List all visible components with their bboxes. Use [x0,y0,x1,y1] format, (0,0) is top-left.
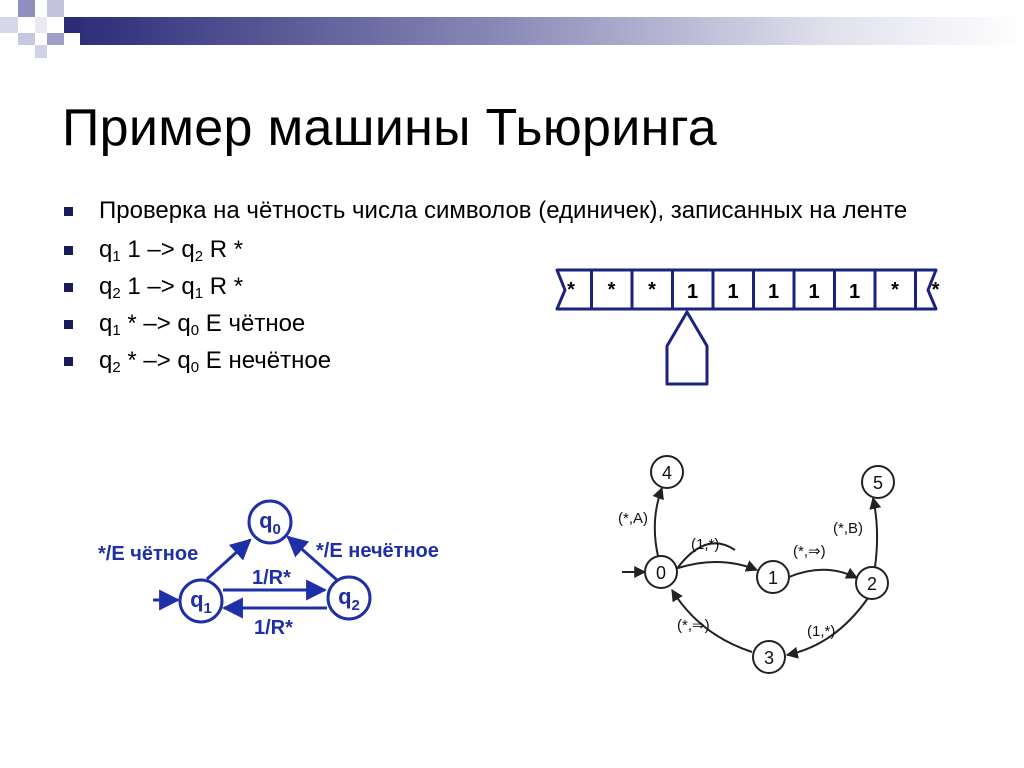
rule-4-sub-a: 2 [112,359,121,376]
graph-node-3-label: 3 [763,648,775,668]
graph-edge-1-2 [789,570,857,578]
rule-1-sub-b: 2 [194,248,204,265]
rule-4-mid: * –> [120,347,178,374]
tape-cell-0: * [567,279,575,301]
graph-edge-0-4 [655,488,662,556]
tape-cell-5: 1 [767,281,780,303]
label-q2-to-q1: 1/R* [254,617,293,639]
node-q0-label: $q_0$ [259,508,281,538]
rule-4-sub-b: 0 [190,359,200,376]
graph-label-2-5: (*,B) [833,520,863,537]
graph-label-1-2: (*,⇒) [793,543,826,560]
rule-3-state-a: q [99,310,113,337]
rule-1-sub-a: 1 [112,248,121,265]
rule-3-end: E чётное [199,310,306,337]
rule-2-state-b: q [181,273,195,300]
graph-edge-2-5 [873,498,877,567]
label-even: */E чётное [98,543,199,565]
graph-node-0-label: 0 [655,563,667,583]
rule-2-end: R * [203,273,244,300]
graph-label-2-3: (1,*) [807,623,836,640]
graph-node-1-label: 1 [767,568,779,588]
label-odd: */E нечётное [316,540,439,562]
tape-cell-1: * [607,279,616,301]
node-q1-label: $q_1$ [190,587,212,617]
graph-node-5-label: 5 [872,473,884,493]
rule-2-sub-a: 2 [112,285,121,302]
slide-title: Пример машины Тьюринга [62,99,717,157]
rule-4-state-a: q [99,347,113,374]
label-q1-to-q2: 1/R* [252,567,291,589]
graph-node-2-label: 2 [866,574,878,594]
rule-1-state-b: q [181,236,195,263]
rule-2-mid: 1 –> [120,273,182,300]
rule-3-state-b: q [177,310,191,337]
tape-cell-2: * [648,279,656,301]
graph-node-4-label: 4 [661,463,673,483]
tape-cell-6: 1 [808,281,820,303]
rule-3-sub-b: 0 [190,322,200,339]
rule-1-state-a: q [99,236,113,263]
graph-label-0-4: (*,A) [618,510,648,527]
rule-4-state-b: q [177,347,191,374]
tape-cell-9: * [931,279,940,301]
graph-label-0-1: (1,*) [691,536,720,553]
rule-4-end: E нечётное [199,347,332,374]
rule-3-mid: * –> [120,310,178,337]
tape-cell-3: 1 [686,281,699,303]
graph-edge-0-1 [678,562,757,570]
tape-cell-4: 1 [727,281,739,303]
rule-2-sub-b: 1 [194,285,204,302]
rule-1-mid: 1 –> [120,236,182,263]
tape-cell-8: * [891,279,899,301]
node-q2-label: $q_2$ [338,584,360,614]
rule-3-sub-a: 1 [112,322,121,339]
rule-1-end: R * [203,236,244,263]
graph-label-3-0: (*,⇒) [677,617,710,634]
bullet-description-text: Проверка на чётность числа символов (единичек), записанных на ленте [99,197,908,224]
tape-cell-7: 1 [848,281,861,303]
rule-2-state-a: q [99,273,113,300]
